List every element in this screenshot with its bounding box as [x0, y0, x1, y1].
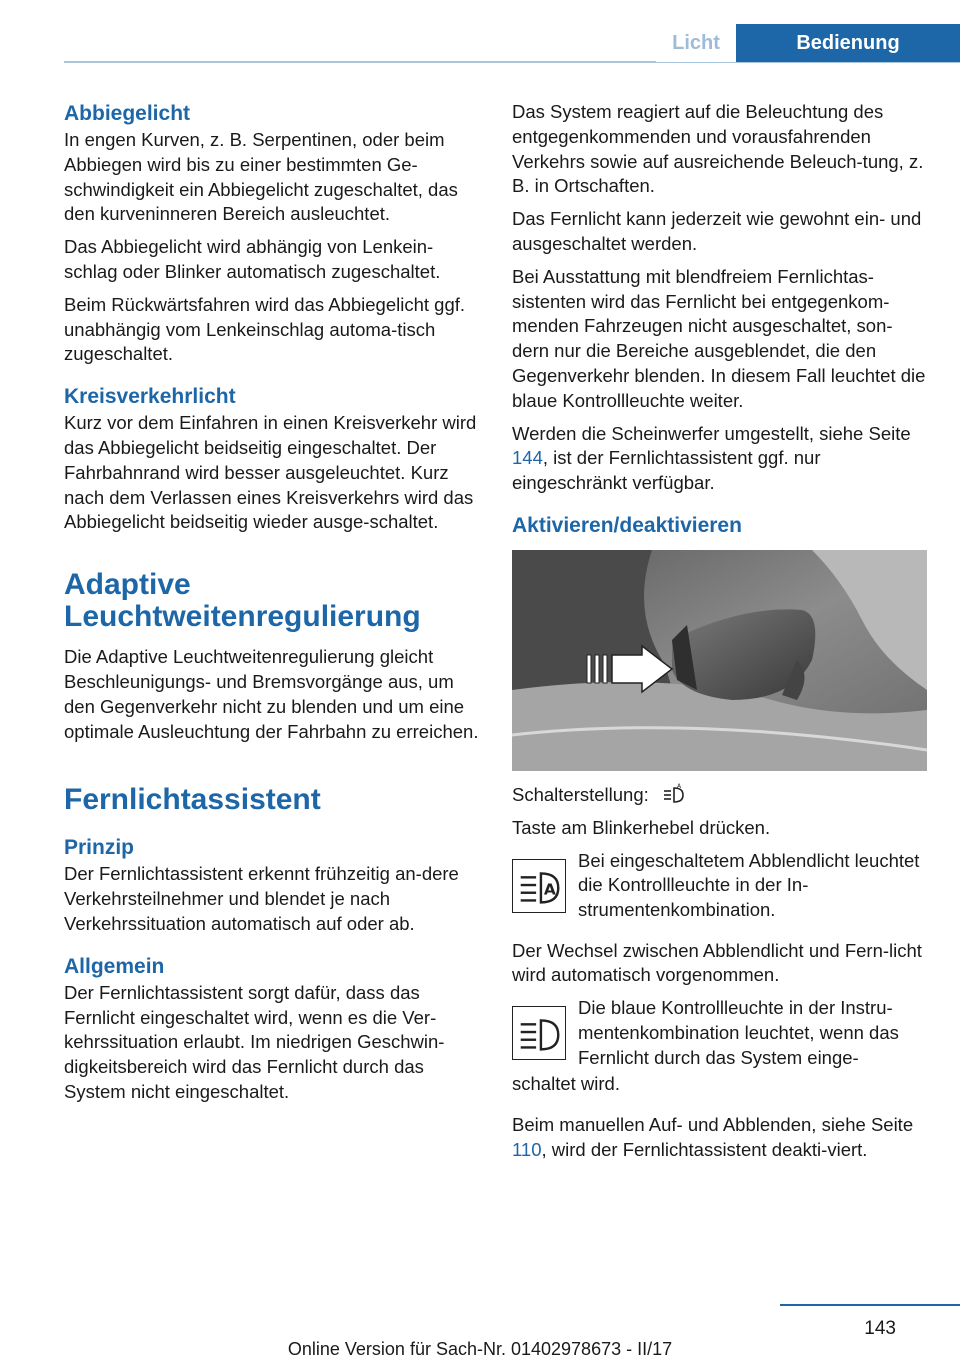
paragraph: Die Adaptive Leuchtweitenregulierung gleicht Beschleunigungs- und Bremsvorgänge aus, um den Gegenverkehr nicht zu blenden und um eine optimale Ausleuchtung der Fahrbahn zu erreichen.	[64, 646, 479, 742]
switch-position-line: Schalterstellung: A	[512, 783, 927, 808]
indicator-note-2	[512, 996, 927, 1076]
paragraph: In engen Kurven, z. B. Serpentinen, oder beim Abbiegen wird bis zu einer bestimmten Ge-schwindigkeit ein Abbiegelicht zugeschaltet, das den kurveninneren Bereich ausleuchtet.	[64, 129, 458, 225]
paragraph-page-ref: Werden die Scheinwerfer umgestellt, siehe Seite 144, ist der Fernlichtassistent ggf. nur eingeschränkt verfügbar.	[512, 422, 911, 494]
paragraph: Bei Ausstattung mit blendfreiem Fernlichtas-sistenten wird das Fernlicht bei entgegenkom-menden Fahrzeugen nicht ausgeschaltet, son-dern nur die Bereiche ausgeblendet, die den Gegenverkehr blenden. In diesem Fall leuchtet die blaue Kontrollleuchte weiter.	[512, 265, 926, 411]
heading-aktivieren: Aktivieren/deaktivieren	[512, 513, 742, 537]
heading-adaptive-line2: Leuchtweitenregulierung	[64, 600, 421, 634]
section-tab-bedienung[interactable]: Bedienung	[736, 24, 960, 62]
heading-prinzip: Prinzip	[64, 836, 135, 860]
heading-adaptive-line1: Adaptive	[64, 568, 191, 602]
paragraph-page-ref: Beim manuellen Auf- und Abblenden, siehe Seite 110, wird der Fernlichtassistent deakti-viert.	[512, 1113, 914, 1160]
paragraph: schaltet wird.	[512, 1073, 620, 1095]
heading-abbiegelicht: Abbiegelicht	[64, 102, 191, 125]
heading-fernlichtassistent: Fernlichtassistent	[64, 783, 321, 817]
online-version-note: Online Version für Sach-Nr. 01402978673 - II/17	[287, 1339, 673, 1359]
heading-allgemein: Allgemein	[64, 954, 165, 978]
turn-signal-lever-photo	[512, 550, 927, 771]
paragraph: Taste am Blinkerhebel drücken.	[512, 816, 771, 838]
page-link-144[interactable]: 144	[512, 447, 543, 469]
auto-low-beam-indicator-icon	[512, 859, 566, 913]
heading-kreisverkehrlicht: Kreisverkehrlicht	[64, 385, 236, 409]
paragraph: Der Wechsel zwischen Abblendlicht und Fern-licht wird automatisch vorgenommen.	[512, 939, 922, 986]
section-tab-licht[interactable]: Licht	[656, 24, 736, 62]
right-column	[512, 100, 927, 1171]
svg-text:A: A	[676, 782, 682, 790]
paragraph: Das Fernlicht kann jederzeit wie gewohnt ein- und ausgeschaltet werden.	[512, 208, 922, 254]
paragraph: Kurz vor dem Einfahren in einen Kreisverkehr wird das Abbiegelicht beidseitig eingeschaltet. Der Fahrbahnrand wird besser ausgeleuchtet. Kurz nach dem Verlassen eines Kreisverkehrs wird das Abbiegelicht beidseitig wieder ausge-schaltet.	[64, 412, 477, 533]
paragraph: Bei eingeschaltetem Abblendlicht leuchtet die Kontrollleuchte in der In-strumentenkombination.	[578, 849, 920, 921]
paragraph: Die blaue Kontrollleuchte in der Instru-mentenkombination leuchtet, wenn das Fernlicht durch das System einge-	[578, 997, 899, 1068]
paragraph: Beim Rückwärtsfahren wird das Abbiegelicht ggf. unabhängig vom Lenkeinschlag automa-tisch zugeschaltet.	[64, 293, 466, 365]
paragraph: Das Abbiegelicht wird abhängig von Lenkein-schlag oder Blinker automatisch zugeschaltet.	[64, 236, 441, 282]
high-beam-assist-icon	[662, 783, 686, 805]
paragraph: Der Fernlichtassistent sorgt dafür, dass das Fernlicht eingeschaltet wird, wenn es die Ver-kehrssituation erlaubt. Im niedrigen Geschwin-digkeitsbereich wird das Fernlicht durch das System nicht eingeschaltet.	[64, 981, 445, 1102]
paragraph: Das System reagiert auf die Beleuchtung des entgegenkommenden und vorausfahrenden Verkehrs sowie auf ausreichende Beleuch-tung, z. B. in Ortschaften.	[512, 101, 924, 197]
left-column	[64, 100, 479, 1113]
indicator-note-1	[512, 849, 927, 929]
paragraph: Der Fernlichtassistent erkennt frühzeitig an-dere Verkehrsteilnehmer und blendet je nach Verkehrssituation automatisch auf oder ab.	[64, 863, 459, 934]
svg-text:A: A	[543, 880, 556, 899]
page-number: 143	[864, 1318, 896, 1339]
page-link-110[interactable]: 110	[512, 1138, 542, 1160]
high-beam-indicator-icon	[512, 1006, 566, 1060]
footer-rule	[780, 1304, 960, 1306]
